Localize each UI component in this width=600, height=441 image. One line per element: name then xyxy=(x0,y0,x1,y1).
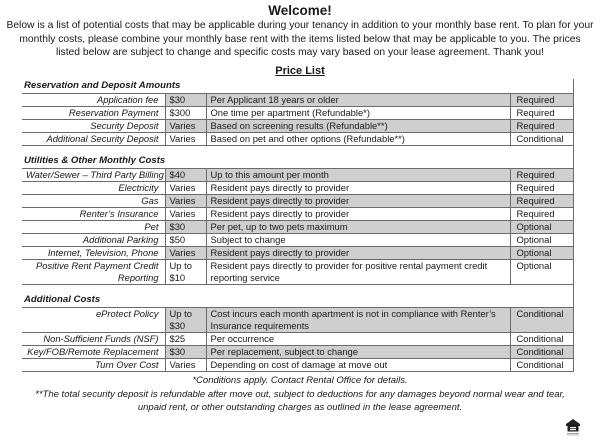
item-status: Conditional xyxy=(510,307,573,332)
item-name: Non-Sufficient Funds (NSF) xyxy=(22,332,165,345)
item-status: Required xyxy=(510,106,573,119)
item-price: $30 xyxy=(165,345,206,358)
item-price: $30 xyxy=(165,220,206,233)
item-price: Varies xyxy=(165,119,206,132)
table-row xyxy=(22,194,573,207)
item-name: Electricity xyxy=(22,181,165,194)
item-status: Required xyxy=(510,119,573,132)
price-table-container xyxy=(22,79,573,372)
item-price: Varies xyxy=(165,207,206,220)
item-description: Per occurrence xyxy=(206,332,510,345)
table-row xyxy=(22,233,573,246)
spacer-cell xyxy=(22,284,573,293)
item-description: Per pet, up to two pets maximum xyxy=(206,220,510,233)
item-description: Resident pays directly to provider xyxy=(206,194,510,207)
footnote-conditions: *Conditions apply. Contact Rental Office for details. xyxy=(192,374,408,386)
item-price: $25 xyxy=(165,332,206,345)
table-row xyxy=(22,307,573,332)
section-header xyxy=(22,154,573,169)
section-title: Additional Costs xyxy=(22,293,573,308)
table-row xyxy=(22,132,573,145)
table-row xyxy=(22,207,573,220)
item-status: Required xyxy=(510,93,573,106)
equal-housing-opportunity-icon xyxy=(565,418,581,436)
item-description: Resident pays directly to provider xyxy=(206,181,510,194)
item-description: Based on pet and other options (Refundable**) xyxy=(206,132,510,145)
item-status: Required xyxy=(510,207,573,220)
item-price: Varies xyxy=(165,181,206,194)
item-price: Varies xyxy=(165,246,206,259)
item-price: Varies xyxy=(165,194,206,207)
section-spacer xyxy=(22,145,573,154)
item-status: Optional xyxy=(510,233,573,246)
item-status: Optional xyxy=(510,246,573,259)
item-name: Positive Rent Payment Credit Reporting xyxy=(22,259,165,284)
item-description: Per replacement, subject to change xyxy=(206,345,510,358)
table-row xyxy=(22,119,573,132)
item-price: $30 xyxy=(165,93,206,106)
item-name: Security Deposit xyxy=(22,119,165,132)
item-price: $50 xyxy=(165,233,206,246)
item-description: Up to this amount per month xyxy=(206,168,510,181)
section-title: Utilities & Other Monthly Costs xyxy=(22,154,573,169)
item-status: Optional xyxy=(510,220,573,233)
item-description: Based on screening results (Refundable**) xyxy=(206,119,510,132)
intro-text: Below is a list of potential costs that may be applicable during your tenancy in addition to your monthly base rent. To plan for your monthly costs, please combine your monthly base rent with the items listed below that may be applicable to you. The prices listed below are subject to change and specific costs may vary based on your lease agreement. Thank you! xyxy=(6,20,594,58)
table-row xyxy=(22,168,573,181)
item-price: $300 xyxy=(165,106,206,119)
item-name: Application fee xyxy=(22,93,165,106)
item-price: Up to $30 xyxy=(165,307,206,332)
item-status: Conditional xyxy=(510,358,573,371)
section-spacer xyxy=(22,284,573,293)
table-row xyxy=(22,106,573,119)
item-description: One time per apartment (Refundable*) xyxy=(206,106,510,119)
price-list-heading: Price List xyxy=(275,64,325,77)
item-status: Conditional xyxy=(510,345,573,358)
item-price: Varies xyxy=(165,132,206,145)
section-header xyxy=(22,293,573,308)
item-name: Gas xyxy=(22,194,165,207)
item-status: Required xyxy=(510,168,573,181)
spacer-cell xyxy=(22,145,573,154)
table-row xyxy=(22,259,573,284)
item-price: $40 xyxy=(165,168,206,181)
item-name: Renter’s Insurance xyxy=(22,207,165,220)
item-name: Key/FOB/Remote Replacement xyxy=(22,345,165,358)
section-title: Reservation and Deposit Amounts xyxy=(22,79,573,94)
section-header xyxy=(22,79,573,94)
item-status: Required xyxy=(510,181,573,194)
item-name: eProtect Policy xyxy=(22,307,165,332)
table-row xyxy=(22,181,573,194)
table-row xyxy=(22,220,573,233)
item-status: Required xyxy=(510,194,573,207)
item-description: Resident pays directly to provider xyxy=(206,246,510,259)
table-row xyxy=(22,93,573,106)
item-status: Conditional xyxy=(510,132,573,145)
table-row xyxy=(22,345,573,358)
item-description: Subject to change xyxy=(206,233,510,246)
item-description: Per Applicant 18 years or older xyxy=(206,93,510,106)
table-row xyxy=(22,332,573,345)
item-price: Up to $10 xyxy=(165,259,206,284)
price-table xyxy=(22,79,574,372)
item-name: Turn Over Cost xyxy=(22,358,165,371)
footnote-security-deposit: **The total security deposit is refundable after move out, subject to deductions for any damages beyond normal wear and tear, unpaid rent, or other outstanding charges as outlined in the lease agreement. xyxy=(35,388,565,413)
footer-logo-row xyxy=(0,418,600,438)
item-name: Water/Sewer – Third Party Billing xyxy=(22,168,165,181)
item-price: Varies xyxy=(165,358,206,371)
item-name: Pet xyxy=(22,220,165,233)
page-title: Welcome! xyxy=(268,3,332,18)
item-description: Resident pays directly to provider xyxy=(206,207,510,220)
item-description: Depending on cost of damage at move out xyxy=(206,358,510,371)
item-description: Cost incurs each month apartment is not in compliance with Renter’s Insurance requirements xyxy=(206,307,510,332)
table-row xyxy=(22,246,573,259)
item-name: Internet, Television, Phone xyxy=(22,246,165,259)
table-row xyxy=(22,358,573,371)
item-description: Resident pays directly to provider for positive rental payment credit reporting service xyxy=(206,259,510,284)
item-status: Conditional xyxy=(510,332,573,345)
item-name: Additional Security Deposit xyxy=(22,132,165,145)
item-name: Additional Parking xyxy=(22,233,165,246)
item-name: Reservation Payment xyxy=(22,106,165,119)
item-status: Optional xyxy=(510,259,573,284)
